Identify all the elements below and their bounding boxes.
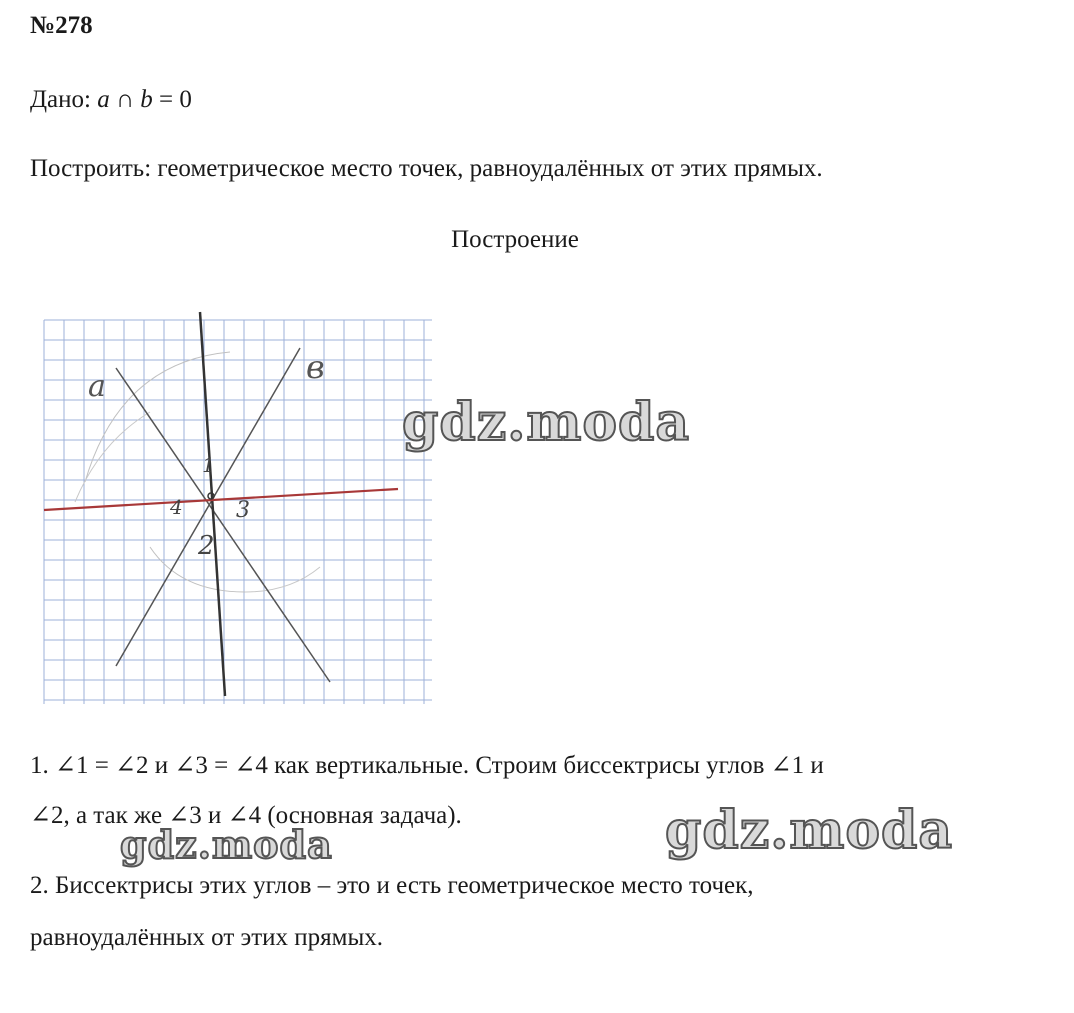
- given-label: Дано:: [30, 86, 98, 113]
- construction-figure: [30, 292, 440, 712]
- line-a: [116, 368, 330, 682]
- line-a-symbol: a: [97, 86, 110, 113]
- construction-heading: Построение: [451, 226, 579, 253]
- intersection-symbol: ∩: [109, 86, 141, 113]
- given-statement: [30, 86, 192, 114]
- step-2-line-2: равноудалённых от этих прямых.: [30, 924, 384, 951]
- task-statement: Построить: геометрическое место точек, равноудалённых от этих прямых.: [30, 155, 823, 182]
- label-b: в: [306, 348, 325, 386]
- watermark: gdz.moda: [402, 392, 691, 453]
- step-1-line-2: ∠2, а так же ∠3 и ∠4 (основная задача).: [30, 802, 462, 829]
- step-1-line-1: 1. ∠1 = ∠2 и ∠3 = ∠4 как вертикальные. Строим биссектрисы углов ∠1 и: [30, 752, 824, 779]
- angle-label-4: 4: [170, 495, 183, 519]
- compass-arc: [75, 412, 150, 502]
- angle-label-2: 2: [198, 531, 215, 561]
- problem-number: №278: [30, 12, 93, 39]
- watermark: gdz.moda: [120, 822, 333, 867]
- angle-label-3: 3: [236, 498, 250, 523]
- line-b-symbol: b: [140, 86, 153, 113]
- angle-label-1: 1: [202, 453, 215, 477]
- label-a: a: [88, 369, 106, 404]
- watermark: gdz.moda: [665, 800, 954, 861]
- step-2-line-1: 2. Биссектрисы этих углов – это и есть геометрическое место точек,: [30, 872, 754, 899]
- given-rest: = 0: [152, 86, 192, 113]
